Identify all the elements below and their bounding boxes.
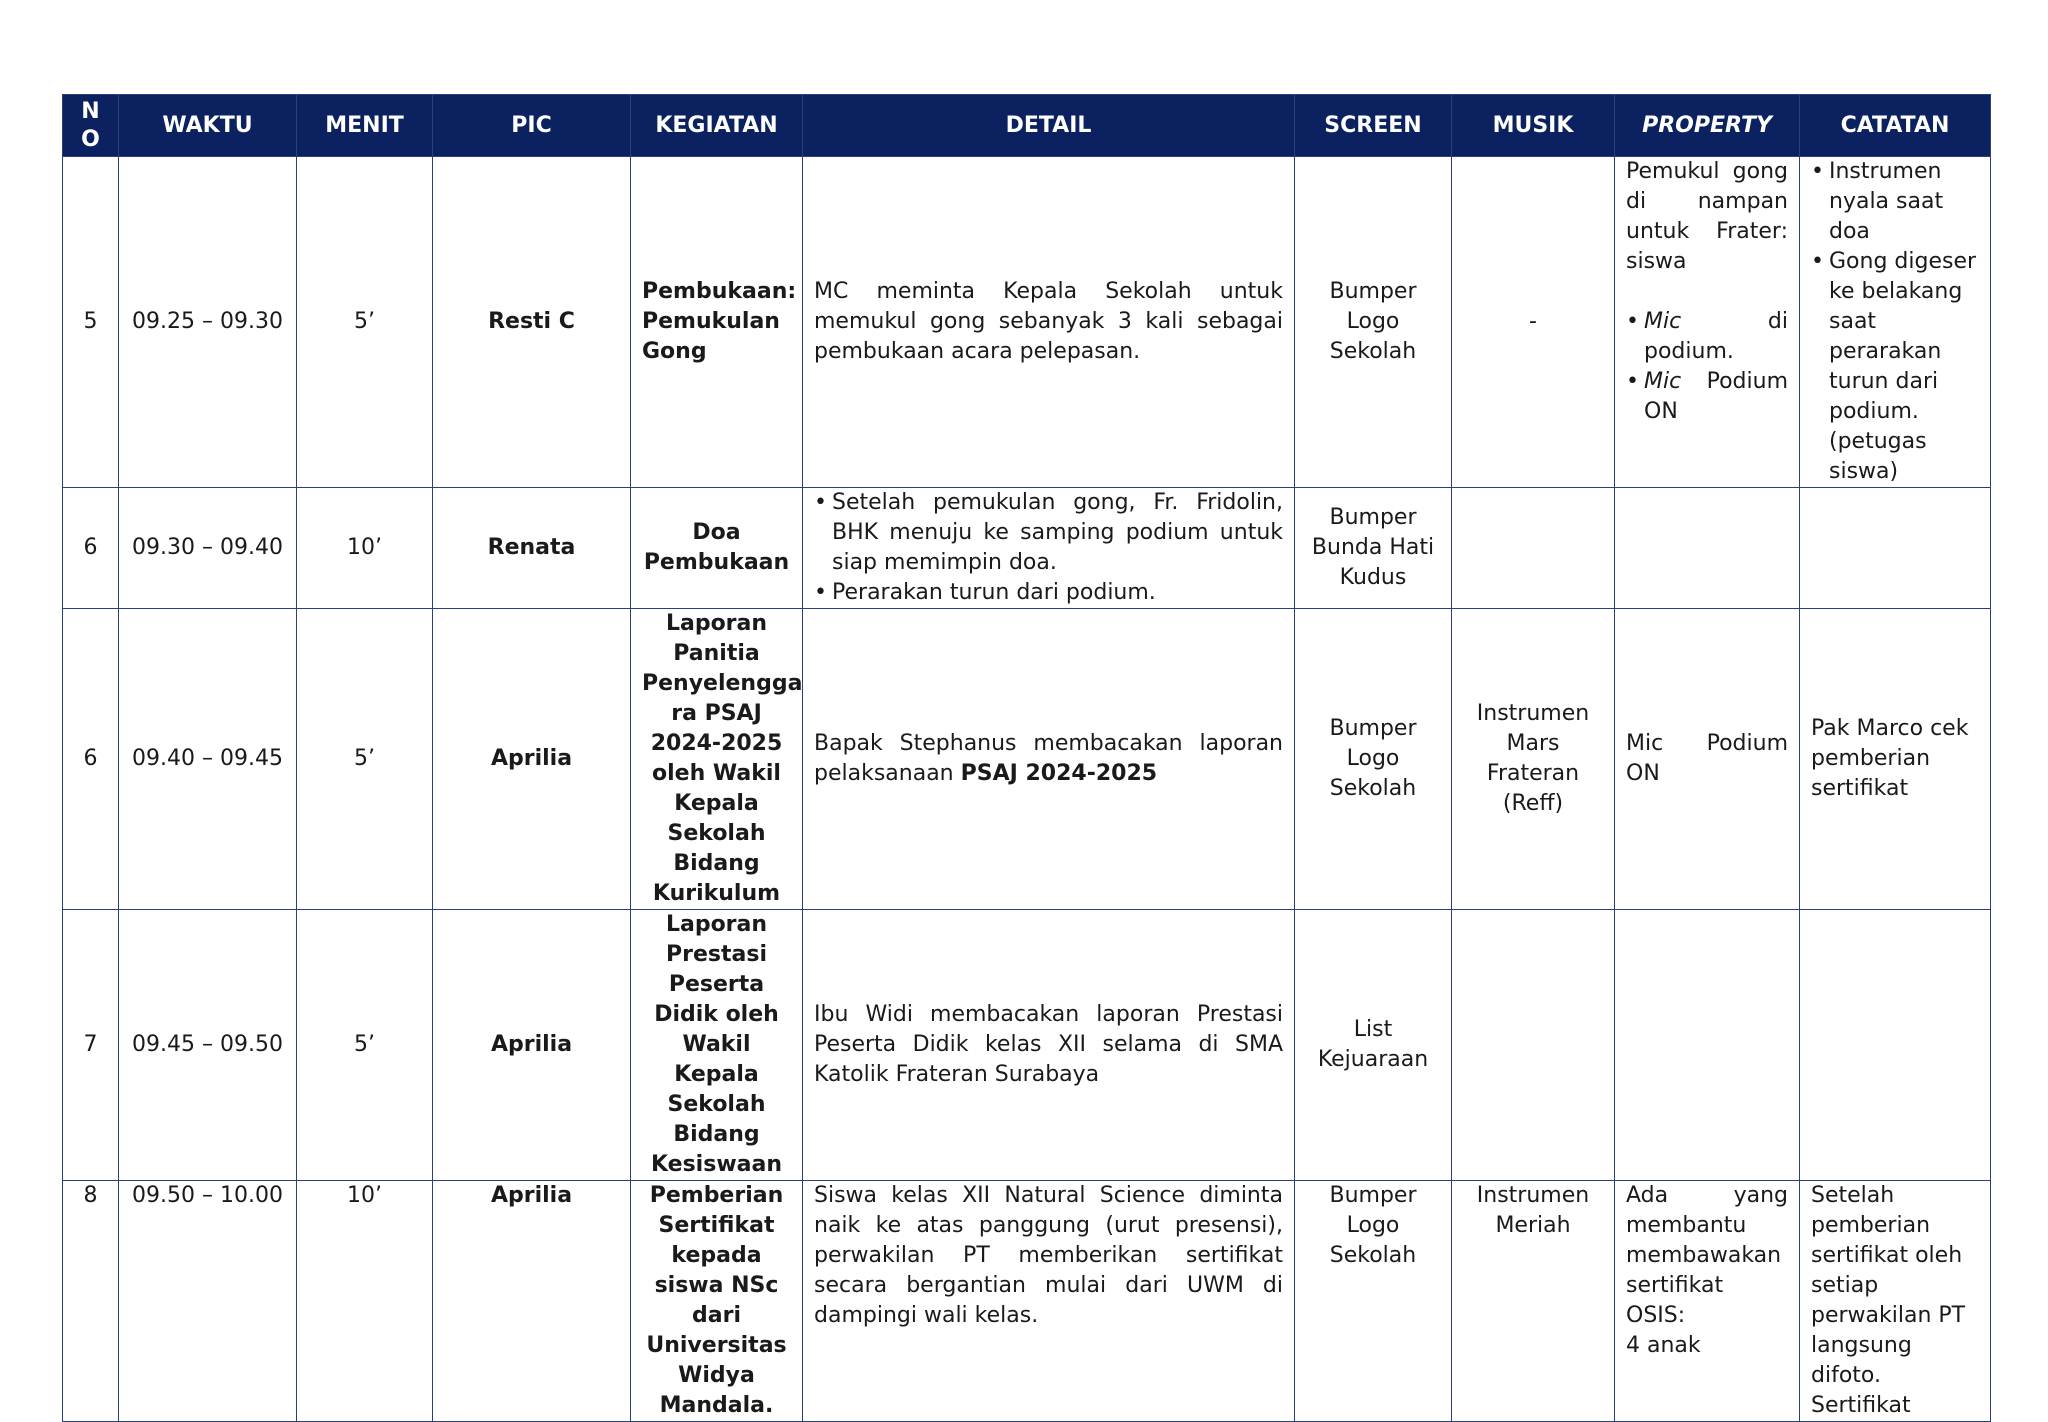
header-no: N O (63, 95, 119, 157)
detail-list (814, 488, 1283, 608)
cell-pic: Resti C (433, 157, 631, 488)
cell-musik: Instrumen Mars Frateran (Reff) (1452, 609, 1615, 910)
cell-no: 6 (63, 609, 119, 910)
cell-property (1615, 488, 1800, 609)
header-property: PROPERTY (1615, 95, 1800, 157)
cell-detail: Ibu Widi membacakan laporan Prestasi Peserta Didik kelas XII selama di SMA Katolik Frateran Surabaya (803, 910, 1295, 1181)
cell-menit: 10’ (297, 488, 433, 609)
cell-no: 8 (63, 1181, 119, 1422)
detail-plain: Bapak Stephanus membacakan laporan pelaksanaan (814, 731, 1283, 786)
cell-waktu: 09.40 – 09.45 (119, 609, 297, 910)
cell-kegiatan: Pemberian Sertifikat kepada siswa NSc dari Universitas Widya Mandala. (631, 1181, 803, 1422)
rundown-table (62, 94, 1991, 1422)
cell-musik: - (1452, 157, 1615, 488)
list-item (1626, 367, 1788, 427)
header-kegiatan: KEGIATAN (631, 95, 803, 157)
cell-no: 7 (63, 910, 119, 1181)
property-line: membantu (1626, 1213, 1747, 1238)
cell-no: 6 (63, 488, 119, 609)
property-line: membawakan (1626, 1243, 1782, 1268)
cell-menit: 5’ (297, 157, 433, 488)
header-screen: SCREEN (1295, 95, 1452, 157)
cell-no: 5 (63, 157, 119, 488)
property-text: Pemukul gong di nampan untuk Frater: siswa (1626, 159, 1788, 274)
property-line: sertifikat (1626, 1273, 1724, 1298)
cell-catatan: Setelah pemberian sertifikat oleh setiap perwakilan PT langsung difoto. Sertifikat (1800, 1181, 1991, 1422)
cell-menit: 10’ (297, 1181, 433, 1422)
header-detail: DETAIL (803, 95, 1295, 157)
cell-kegiatan: Laporan Prestasi Peserta Didik oleh Wakil Kepala Sekolah Bidang Kesiswaan (631, 910, 803, 1181)
catatan-list (1811, 157, 1979, 487)
property-line: OSIS: (1626, 1303, 1686, 1328)
cell-musik (1452, 488, 1615, 609)
cell-waktu: 09.45 – 09.50 (119, 910, 297, 1181)
cell-detail: MC meminta Kepala Sekolah untuk memukul gong sebanyak 3 kali sebagai pembukaan acara pelepasan. (803, 157, 1295, 488)
cell-catatan (1800, 910, 1991, 1181)
cell-detail (803, 488, 1295, 609)
list-item: • Setelah pemukulan gong, Fr. Fridolin, BHK menuju ke samping podium untuk siap memimpin doa. (814, 488, 1283, 578)
header-musik: MUSIK (1452, 95, 1615, 157)
cell-property (1615, 1181, 1800, 1422)
cell-musik: Instrumen Meriah (1452, 1181, 1615, 1422)
list-item (1626, 307, 1788, 367)
table-row (63, 609, 1991, 910)
cell-catatan (1800, 157, 1991, 488)
mic-rest: di podium. (1644, 309, 1788, 364)
cell-screen: Bumper Logo Sekolah (1295, 609, 1452, 910)
cell-detail (803, 609, 1295, 910)
cell-menit: 5’ (297, 910, 433, 1181)
cell-property (1615, 157, 1800, 488)
property-line: Ada yang (1626, 1183, 1788, 1208)
cell-property: Mic Podium ON (1615, 609, 1800, 910)
list-item: • Instrumen nyala saat doa (1811, 157, 1979, 247)
cell-kegiatan: Doa Pembukaan (631, 488, 803, 609)
header-waktu: WAKTU (119, 95, 297, 157)
header-pic: PIC (433, 95, 631, 157)
table-header-row (63, 95, 1991, 157)
cell-kegiatan: Pembukaan: Pemukulan Gong (631, 157, 803, 488)
mic-label: Mic (1644, 369, 1682, 394)
cell-waktu: 09.30 – 09.40 (119, 488, 297, 609)
mic-rest: Podium ON (1644, 369, 1788, 424)
property-gap (1626, 277, 1788, 307)
property-line: 4 anak (1626, 1333, 1701, 1358)
table-row (63, 910, 1991, 1181)
list-item: • Perarakan turun dari podium. (814, 578, 1283, 608)
header-menit: MENIT (297, 95, 433, 157)
cell-pic: Renata (433, 488, 631, 609)
list-item: • Gong digeser ke belakang saat perarakan turun dari podium. (petugas siswa) (1811, 247, 1979, 487)
cell-pic: Aprilia (433, 1181, 631, 1422)
header-catatan: CATATAN (1800, 95, 1991, 157)
cell-detail: Siswa kelas XII Natural Science diminta naik ke atas panggung (urut presensi), perwakilan PT memberikan sertifikat secara bergantian mulai dari UWM di dampingi wali kelas. (803, 1181, 1295, 1422)
table-row (63, 1181, 1991, 1422)
cell-menit: 5’ (297, 609, 433, 910)
cell-waktu: 09.25 – 09.30 (119, 157, 297, 488)
cell-property (1615, 910, 1800, 1181)
cell-catatan (1800, 488, 1991, 609)
cell-pic: Aprilia (433, 609, 631, 910)
cell-screen: List Kejuaraan (1295, 910, 1452, 1181)
mic-label: Mic (1644, 309, 1682, 334)
cell-kegiatan: Laporan Panitia Penyelengga ra PSAJ 2024-2025 oleh Wakil Kepala Sekolah Bidang Kurikulum (631, 609, 803, 910)
rundown-page (62, 94, 1990, 1422)
cell-waktu: 09.50 – 10.00 (119, 1181, 297, 1422)
property-list (1626, 307, 1788, 427)
table-row (63, 157, 1991, 488)
cell-pic: Aprilia (433, 910, 631, 1181)
cell-screen: Bumper Logo Sekolah (1295, 1181, 1452, 1422)
table-row (63, 488, 1991, 609)
cell-screen: Bumper Logo Sekolah (1295, 157, 1452, 488)
cell-screen: Bumper Bunda Hati Kudus (1295, 488, 1452, 609)
cell-catatan: Pak Marco cek pemberian sertifikat (1800, 609, 1991, 910)
detail-bold: PSAJ 2024-2025 (960, 761, 1158, 786)
cell-musik (1452, 910, 1615, 1181)
